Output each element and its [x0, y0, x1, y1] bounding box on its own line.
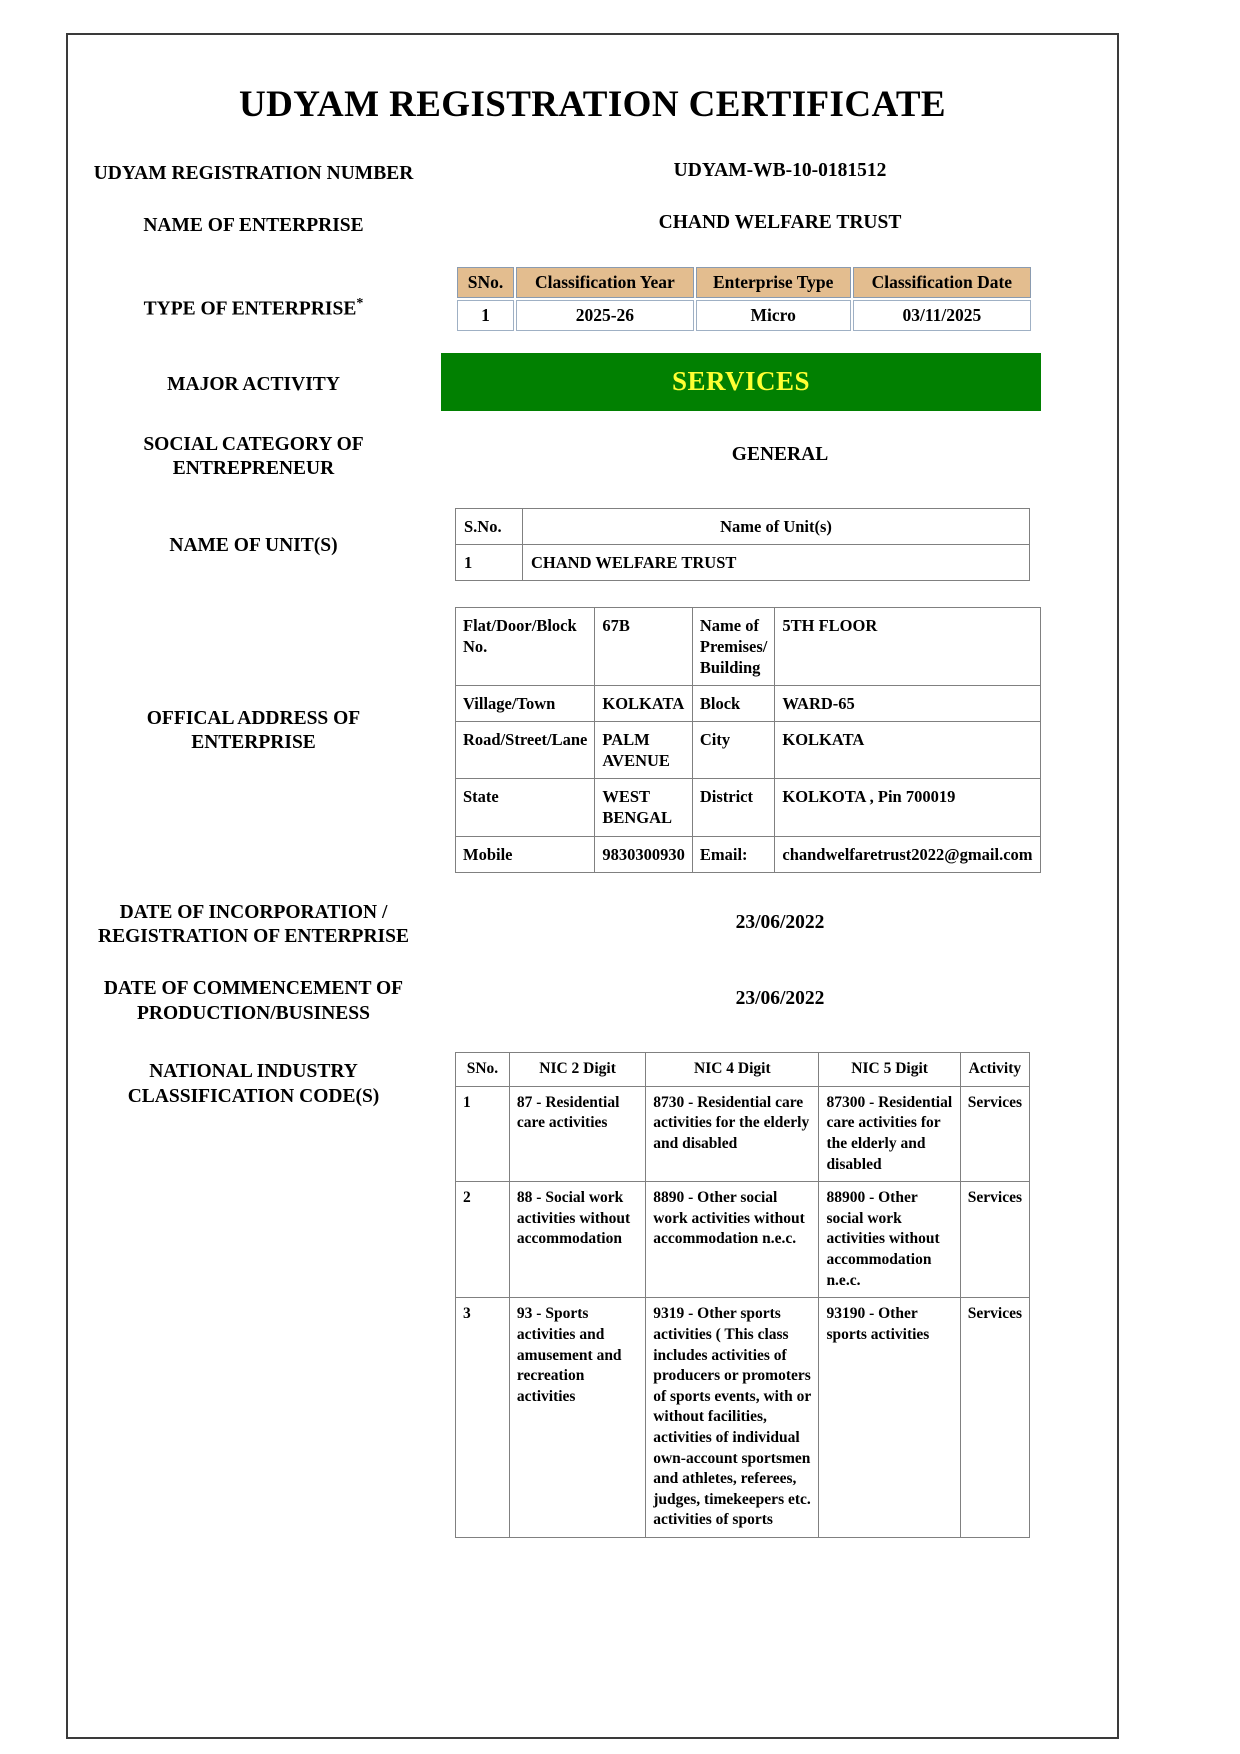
date-of-commencement-label-line2: PRODUCTION/BUSINESS	[137, 1002, 370, 1024]
table-row	[457, 300, 1031, 331]
official-address-label	[66, 607, 441, 756]
date-of-incorporation-label-line2: REGISTRATION OF ENTERPRISE	[98, 926, 409, 948]
nic-cell-nic4: 8730 - Residential care activities for the elderly and disabled	[646, 1086, 819, 1181]
nic-table-header-row	[456, 1053, 1030, 1087]
classification-cell-type: Micro	[696, 300, 851, 331]
address-value-email: chandwelfaretrust2022@gmail.com	[775, 836, 1040, 872]
address-key-state: State	[456, 779, 595, 836]
nic-cell-nic4: 9319 - Other sports activities ( This class includes activities of producers or promoters of sports events, with or without facilities, activities of individual own-account sportsmen and athletes, referees, judges, timekeepers etc. activities of sports	[646, 1298, 819, 1538]
field-row-name-of-units	[66, 508, 1119, 581]
date-of-incorporation-value: 23/06/2022	[735, 911, 825, 933]
nic-cell-sno: 2	[456, 1182, 510, 1298]
field-row-major-activity	[66, 353, 1119, 411]
field-row-date-of-commencement	[66, 975, 1119, 1026]
nic-header-sno: SNo.	[456, 1053, 510, 1087]
address-key-flat-door-block: Flat/Door/Block No.	[456, 607, 595, 685]
classification-header-sno: SNo.	[457, 267, 514, 298]
nic-cell-activity: Services	[960, 1182, 1029, 1298]
registration-number-label: UDYAM REGISTRATION NUMBER	[93, 163, 414, 184]
date-of-commencement-label-line1: DATE OF COMMENCEMENT OF	[103, 978, 404, 1000]
address-value-premises-name: 5TH FLOOR	[775, 607, 1040, 685]
table-row	[456, 722, 1041, 779]
field-row-nic-codes	[66, 1052, 1119, 1538]
address-value-state: WEST BENGAL	[595, 779, 693, 836]
classification-cell-sno: 1	[457, 300, 514, 331]
classification-table-wrap	[441, 265, 1119, 333]
table-row	[456, 779, 1041, 836]
nic-table-wrap	[441, 1052, 1119, 1538]
classification-table-header-row	[457, 267, 1031, 298]
nic-cell-nic2: 88 - Social work activities without accommodation	[509, 1182, 645, 1298]
nic-codes-label-line2: CLASSIFICATION CODE(S)	[127, 1085, 380, 1107]
field-row-enterprise-name	[66, 212, 1119, 238]
units-table	[455, 508, 1030, 581]
date-of-commencement-label	[66, 975, 441, 1026]
address-key-email: Email:	[692, 836, 775, 872]
units-header-name: Name of Unit(s)	[523, 508, 1030, 544]
address-key-block: Block	[692, 686, 775, 722]
address-value-flat-door-block: 67B	[595, 607, 693, 685]
table-row	[456, 836, 1041, 872]
page-title: UDYAM REGISTRATION CERTIFICATE	[239, 84, 946, 125]
field-row-social-category	[66, 431, 1119, 482]
address-key-premises-name: Name of Premises/ Building	[692, 607, 775, 685]
social-category-label-line1: SOCIAL CATEGORY OF	[143, 433, 364, 455]
name-of-units-label: NAME OF UNIT(S)	[169, 534, 338, 556]
units-table-wrap	[441, 508, 1119, 581]
address-key-road-street-lane: Road/Street/Lane	[456, 722, 595, 779]
classification-cell-date: 03/11/2025	[853, 300, 1031, 331]
major-activity-label: MAJOR ACTIVITY	[167, 373, 340, 395]
field-row-date-of-incorporation	[66, 899, 1119, 950]
address-value-block: WARD-65	[775, 686, 1040, 722]
official-address-label-line2: ENTERPRISE	[191, 732, 316, 754]
registration-number-value: UDYAM-WB-10-0181512	[673, 160, 887, 181]
enterprise-name-value: CHAND WELFARE TRUST	[658, 212, 902, 234]
nic-cell-sno: 3	[456, 1298, 510, 1538]
nic-cell-nic2: 93 - Sports activities and amusement and recreation activities	[509, 1298, 645, 1538]
nic-cell-nic5: 87300 - Residential care activities for the elderly and disabled	[819, 1086, 960, 1181]
table-row	[456, 607, 1041, 685]
classification-header-type: Enterprise Type	[696, 267, 851, 298]
nic-codes-table	[455, 1052, 1030, 1538]
table-row	[456, 686, 1041, 722]
field-row-type-of-enterprise	[66, 265, 1119, 333]
address-value-village-town: KOLKATA	[595, 686, 693, 722]
field-row-official-address	[66, 607, 1119, 873]
nic-cell-sno: 1	[456, 1086, 510, 1181]
certificate-content	[66, 33, 1119, 1538]
nic-codes-label-line1: NATIONAL INDUSTRY	[149, 1061, 358, 1083]
enterprise-name-label: NAME OF ENTERPRISE	[143, 215, 364, 237]
classification-header-year: Classification Year	[516, 267, 694, 298]
units-cell-sno: 1	[456, 544, 523, 580]
classification-table	[455, 265, 1033, 333]
nic-cell-nic5: 93190 - Other sports activities	[819, 1298, 960, 1538]
social-category-value: GENERAL	[731, 443, 829, 465]
nic-header-nic2: NIC 2 Digit	[509, 1053, 645, 1087]
footnote-star: *	[356, 295, 364, 311]
social-category-label-line2: ENTREPRENEUR	[172, 458, 335, 480]
date-of-incorporation-label-line1: DATE OF INCORPORATION /	[119, 901, 388, 923]
type-of-enterprise-label	[66, 265, 441, 322]
nic-cell-nic5: 88900 - Other social work activities without accommodation n.e.c.	[819, 1182, 960, 1298]
address-key-city: City	[692, 722, 775, 779]
major-activity-banner-wrap	[441, 353, 1119, 411]
nic-cell-activity: Services	[960, 1086, 1029, 1181]
nic-cell-nic4: 8890 - Other social work activities without accommodation n.e.c.	[646, 1182, 819, 1298]
address-key-district: District	[692, 779, 775, 836]
address-table-wrap	[441, 607, 1119, 873]
classification-cell-year: 2025-26	[516, 300, 694, 331]
units-table-header-row	[456, 508, 1030, 544]
major-activity-banner: SERVICES	[441, 353, 1041, 411]
units-cell-name: CHAND WELFARE TRUST	[523, 544, 1030, 580]
address-key-mobile: Mobile	[456, 836, 595, 872]
classification-header-date: Classification Date	[853, 267, 1031, 298]
address-value-mobile: 9830300930	[595, 836, 693, 872]
nic-cell-nic2: 87 - Residential care activities	[509, 1086, 645, 1181]
address-value-city: KOLKATA	[775, 722, 1040, 779]
nic-codes-label	[66, 1052, 441, 1109]
address-value-district: KOLKOTA , Pin 700019	[775, 779, 1040, 836]
address-table	[455, 607, 1041, 873]
nic-cell-activity: Services	[960, 1298, 1029, 1538]
table-row	[456, 544, 1030, 580]
nic-header-nic5: NIC 5 Digit	[819, 1053, 960, 1087]
official-address-label-line1: OFFICAL ADDRESS OF	[146, 707, 361, 729]
date-of-incorporation-label	[66, 899, 441, 950]
nic-header-nic4: NIC 4 Digit	[646, 1053, 819, 1087]
social-category-label	[66, 431, 441, 482]
table-row	[456, 1086, 1030, 1181]
field-row-registration-number	[66, 160, 1119, 186]
address-key-village-town: Village/Town	[456, 686, 595, 722]
address-value-road-street-lane: PALM AVENUE	[595, 722, 693, 779]
units-header-sno: S.No.	[456, 508, 523, 544]
nic-header-activity: Activity	[960, 1053, 1029, 1087]
table-row	[456, 1298, 1030, 1538]
type-of-enterprise-label-text: TYPE OF ENTERPRISE	[143, 298, 357, 320]
table-row	[456, 1182, 1030, 1298]
date-of-commencement-value: 23/06/2022	[735, 988, 825, 1010]
